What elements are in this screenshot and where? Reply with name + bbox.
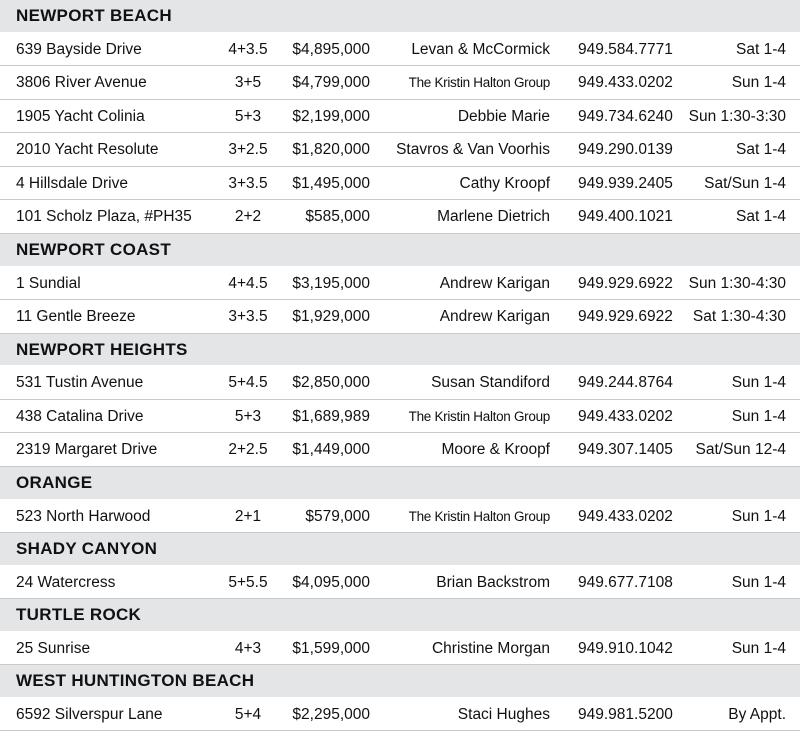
price-cell: $4,095,000 [292, 573, 370, 591]
price-cell: $1,820,000 [292, 141, 370, 159]
beds-baths-cell: 5+4 [234, 705, 262, 723]
address-cell: 6592 Silverspur Lane [16, 705, 163, 723]
hours-cell: Sun 1-4 [731, 407, 786, 425]
beds-baths-cell: 3+2.5 [228, 141, 268, 159]
phone-cell: 949.677.7108 [578, 573, 673, 591]
listing-row [0, 300, 800, 334]
price-cell: $2,199,000 [292, 107, 370, 125]
hours-cell: Sun 1:30-3:30 [688, 107, 786, 125]
address-cell: 1 Sundial [16, 274, 81, 292]
beds-baths-cell: 3+3.5 [228, 308, 268, 326]
hours-cell: Sun 1-4 [731, 74, 786, 92]
hours-cell: Sat/Sun 1-4 [704, 174, 786, 192]
address-cell: 438 Catalina Drive [16, 407, 144, 425]
listing-row [0, 200, 800, 234]
listing-row [0, 500, 800, 534]
price-cell: $1,449,000 [292, 441, 370, 459]
listing-row [0, 267, 800, 301]
address-cell: 101 Scholz Plaza, #PH35 [16, 208, 192, 226]
region-header: NEWPORT HEIGHTS [0, 334, 800, 367]
region-section [0, 533, 800, 599]
region-section [0, 665, 800, 731]
listing-row [0, 400, 800, 434]
phone-cell: 949.939.2405 [578, 174, 673, 192]
phone-cell: 949.433.0202 [578, 407, 673, 425]
hours-cell: Sat 1-4 [736, 208, 786, 226]
listing-row [0, 133, 800, 167]
agent-cell: Andrew Karigan [439, 308, 550, 326]
beds-baths-cell: 4+3.5 [228, 40, 268, 58]
listing-row [0, 433, 800, 467]
beds-baths-cell: 2+2 [234, 208, 262, 226]
agent-cell: Brian Backstrom [436, 573, 550, 591]
agent-cell: Moore & Kroopf [441, 441, 550, 459]
beds-baths-cell: 5+3 [234, 407, 262, 425]
agent-cell: Susan Standiford [431, 374, 550, 392]
price-cell: $3,195,000 [292, 274, 370, 292]
region-section [0, 599, 800, 665]
beds-baths-cell: 3+3.5 [228, 174, 268, 192]
address-cell: 25 Sunrise [16, 639, 91, 657]
agent-cell: The Kristin Halton Group [408, 508, 550, 524]
region-header: WEST HUNTINGTON BEACH [0, 665, 800, 698]
beds-baths-cell: 5+5.5 [228, 573, 268, 591]
listing-row [0, 100, 800, 134]
region-section [0, 467, 800, 533]
region-header: SHADY CANYON [0, 533, 800, 566]
phone-cell: 949.244.8764 [578, 374, 673, 392]
address-cell: 4 Hillsdale Drive [16, 174, 128, 192]
agent-cell: Cathy Kroopf [459, 174, 550, 192]
price-cell: $2,295,000 [292, 705, 370, 723]
hours-cell: Sun 1-4 [731, 573, 786, 591]
listing-row [0, 167, 800, 201]
agent-cell: Marlene Dietrich [437, 208, 550, 226]
address-cell: 11 Gentle Breeze [16, 308, 136, 326]
region-header: TURTLE ROCK [0, 599, 800, 632]
price-cell: $4,799,000 [292, 74, 370, 92]
hours-cell: Sat 1-4 [736, 40, 786, 58]
phone-cell: 949.910.1042 [578, 639, 673, 657]
beds-baths-cell: 2+1 [234, 507, 262, 525]
agent-cell: The Kristin Halton Group [408, 75, 550, 91]
price-cell: $1,689,989 [292, 407, 370, 425]
listing-row [0, 66, 800, 100]
phone-cell: 949.433.0202 [578, 507, 673, 525]
hours-cell: Sun 1:30-4:30 [688, 274, 786, 292]
address-cell: 531 Tustin Avenue [16, 374, 144, 392]
address-cell: 639 Bayside Drive [16, 40, 142, 58]
hours-cell: By Appt. [728, 705, 786, 723]
region-section [0, 0, 800, 234]
address-cell: 24 Watercress [16, 573, 116, 591]
phone-cell: 949.929.6922 [578, 274, 673, 292]
address-cell: 523 North Harwood [16, 507, 151, 525]
agent-cell: Levan & McCormick [411, 40, 550, 58]
agent-cell: Stavros & Van Voorhis [396, 141, 550, 159]
listing-row [0, 632, 800, 666]
price-cell: $1,495,000 [292, 174, 370, 192]
beds-baths-cell: 5+3 [234, 107, 262, 125]
region-section [0, 234, 800, 334]
region-section [0, 334, 800, 467]
agent-cell: Debbie Marie [457, 107, 550, 125]
phone-cell: 949.584.7771 [578, 40, 673, 58]
phone-cell: 949.290.0139 [578, 141, 673, 159]
price-cell: $579,000 [305, 507, 370, 525]
agent-cell: Staci Hughes [457, 705, 550, 723]
listing-row [0, 33, 800, 67]
beds-baths-cell: 4+3 [234, 639, 262, 657]
region-header: ORANGE [0, 467, 800, 500]
hours-cell: Sun 1-4 [731, 507, 786, 525]
price-cell: $4,895,000 [292, 40, 370, 58]
hours-cell: Sat/Sun 12-4 [695, 441, 786, 459]
listing-row [0, 366, 800, 400]
beds-baths-cell: 3+5 [234, 74, 262, 92]
phone-cell: 949.734.6240 [578, 107, 673, 125]
agent-cell: The Kristin Halton Group [408, 408, 550, 424]
hours-cell: Sat 1:30-4:30 [692, 308, 786, 326]
phone-cell: 949.400.1021 [578, 208, 673, 226]
listing-row [0, 698, 800, 732]
address-cell: 2319 Margaret Drive [16, 441, 158, 459]
region-header: NEWPORT BEACH [0, 0, 800, 33]
address-cell: 2010 Yacht Resolute [16, 141, 159, 159]
phone-cell: 949.929.6922 [578, 308, 673, 326]
phone-cell: 949.433.0202 [578, 74, 673, 92]
price-cell: $2,850,000 [292, 374, 370, 392]
price-cell: $1,599,000 [292, 639, 370, 657]
hours-cell: Sat 1-4 [736, 141, 786, 159]
address-cell: 1905 Yacht Colinia [16, 107, 145, 125]
price-cell: $585,000 [305, 208, 370, 226]
agent-cell: Christine Morgan [431, 639, 550, 657]
hours-cell: Sun 1-4 [731, 639, 786, 657]
address-cell: 3806 River Avenue [16, 74, 147, 92]
hours-cell: Sun 1-4 [731, 374, 786, 392]
phone-cell: 949.981.5200 [578, 705, 673, 723]
beds-baths-cell: 4+4.5 [228, 274, 268, 292]
listing-row [0, 566, 800, 600]
beds-baths-cell: 5+4.5 [228, 374, 268, 392]
agent-cell: Andrew Karigan [439, 274, 550, 292]
phone-cell: 949.307.1405 [578, 441, 673, 459]
region-header: NEWPORT COAST [0, 234, 800, 267]
price-cell: $1,929,000 [292, 308, 370, 326]
beds-baths-cell: 2+2.5 [228, 441, 268, 459]
